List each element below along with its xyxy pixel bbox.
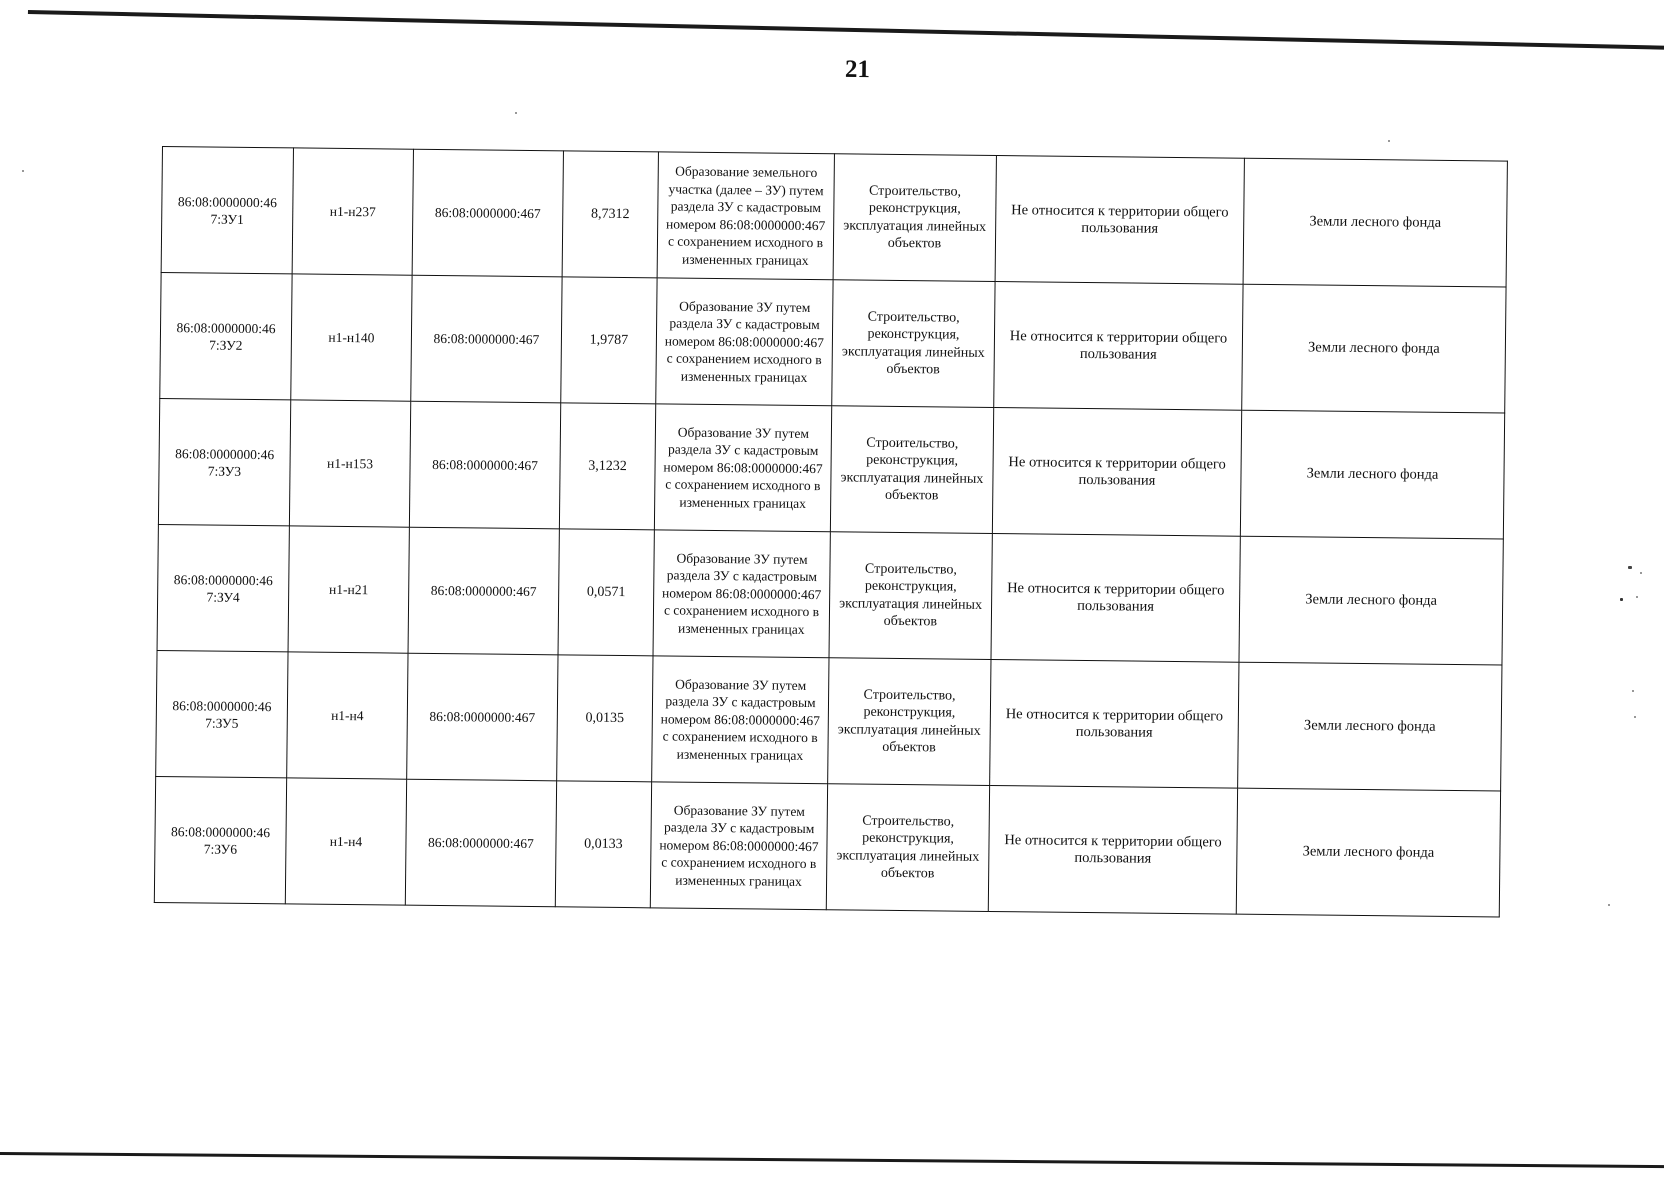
source-parcel-cell: 86:08:0000000:467: [407, 653, 558, 781]
formation-method-cell: Образование ЗУ путем раздела ЗУ с кадастровым номером 86:08:0000000:467 с сохранением исходного в измененных границах: [652, 656, 829, 784]
area-cell: 0,0133: [555, 781, 651, 908]
table-row: [156, 650, 1502, 791]
parcel-table-sheet: [154, 146, 1508, 918]
boundary-points-cell: н1-н4: [287, 652, 408, 779]
table-row: [158, 398, 1504, 539]
territory-status-cell: Не относится к территории общего пользования: [992, 408, 1241, 537]
scan-speck: [515, 112, 517, 114]
formation-method-cell: Образование ЗУ путем раздела ЗУ с кадастровым номером 86:08:0000000:467 с сохранением исходного в измененных границах: [650, 782, 827, 910]
territory-status-cell: Не относится к территории общего пользования: [994, 282, 1243, 411]
bottom-edge-rule: [0, 1152, 1664, 1168]
table-row: [154, 776, 1500, 917]
scan-speck: [1628, 566, 1632, 569]
land-category-cell: Земли лесного фонда: [1238, 662, 1502, 791]
page-number: 21: [844, 55, 871, 84]
scan-speck: [1608, 904, 1610, 906]
land-category-cell: Земли лесного фонда: [1243, 158, 1507, 287]
land-category-cell: Земли лесного фонда: [1239, 536, 1503, 665]
source-parcel-cell: 86:08:0000000:467: [405, 779, 556, 907]
area-cell: 0,0571: [558, 529, 654, 656]
scan-speck: [1388, 140, 1390, 142]
scan-speck: [1620, 598, 1623, 601]
permitted-use-cell: Строительство, реконструкция, эксплуатация линейных объектов: [829, 532, 992, 660]
permitted-use-cell: Строительство, реконструкция, эксплуатация линейных объектов: [828, 658, 991, 786]
formation-method-cell: Образование земельного участка (далее – ЗУ) путем раздела ЗУ с кадастровым номером 86:08:0000000:467 с сохранением исходного в измененных границах: [657, 152, 834, 280]
area-cell: 3,1232: [559, 403, 655, 530]
territory-status-cell: Не относится к территории общего пользования: [990, 660, 1239, 789]
table-row: [160, 272, 1506, 413]
formation-method-cell: Образование ЗУ путем раздела ЗУ с кадастровым номером 86:08:0000000:467 с сохранением исходного в измененных границах: [654, 404, 831, 532]
parcel-designation-cell: 86:08:0000000:46 7:ЗУ2: [160, 272, 292, 399]
scan-speck: [1640, 572, 1642, 574]
top-edge-rule: [28, 10, 1664, 51]
source-parcel-cell: 86:08:0000000:467: [412, 149, 563, 277]
table-row: [161, 147, 1507, 288]
parcel-designation-cell: 86:08:0000000:46 7:ЗУ6: [154, 776, 286, 903]
scan-speck: [1636, 596, 1638, 598]
boundary-points-cell: н1-н21: [288, 526, 409, 653]
area-cell: 8,7312: [562, 151, 658, 278]
scan-speck: [1634, 716, 1636, 718]
land-category-cell: Земли лесного фонда: [1240, 410, 1504, 539]
table-row: [157, 524, 1503, 665]
permitted-use-cell: Строительство, реконструкция, эксплуатация линейных объектов: [826, 784, 989, 912]
formation-method-cell: Образование ЗУ путем раздела ЗУ с кадастровым номером 86:08:0000000:467 с сохранением исходного в измененных границах: [656, 278, 833, 406]
territory-status-cell: Не относится к территории общего пользования: [988, 785, 1237, 914]
territory-status-cell: Не относится к территории общего пользования: [995, 156, 1244, 285]
area-cell: 0,0135: [557, 655, 653, 782]
parcel-designation-cell: 86:08:0000000:46 7:ЗУ5: [156, 650, 288, 777]
boundary-points-cell: н1-н237: [292, 148, 413, 275]
land-category-cell: Земли лесного фонда: [1236, 788, 1500, 917]
boundary-points-cell: н1-н4: [285, 778, 406, 905]
permitted-use-cell: Строительство, реконструкция, эксплуатация линейных объектов: [833, 154, 996, 282]
boundary-points-cell: н1-н140: [291, 274, 412, 401]
scan-speck: [22, 170, 24, 172]
scan-speck: [1632, 690, 1634, 692]
parcel-designation-cell: 86:08:0000000:46 7:ЗУ4: [157, 524, 289, 651]
parcel-table-body: [154, 147, 1507, 918]
boundary-points-cell: н1-н153: [289, 400, 410, 527]
permitted-use-cell: Строительство, реконструкция, эксплуатация линейных объектов: [830, 406, 993, 534]
parcel-table: [154, 146, 1508, 918]
parcel-designation-cell: 86:08:0000000:46 7:ЗУ3: [158, 398, 290, 525]
parcel-designation-cell: 86:08:0000000:46 7:ЗУ1: [161, 147, 293, 274]
source-parcel-cell: 86:08:0000000:467: [408, 527, 559, 655]
source-parcel-cell: 86:08:0000000:467: [409, 401, 560, 529]
permitted-use-cell: Строительство, реконструкция, эксплуатация линейных объектов: [832, 280, 995, 408]
area-cell: 1,9787: [561, 277, 657, 404]
source-parcel-cell: 86:08:0000000:467: [411, 275, 562, 403]
formation-method-cell: Образование ЗУ путем раздела ЗУ с кадастровым номером 86:08:0000000:467 с сохранением исходного в измененных границах: [653, 530, 830, 658]
territory-status-cell: Не относится к территории общего пользования: [991, 534, 1240, 663]
land-category-cell: Земли лесного фонда: [1242, 284, 1506, 413]
